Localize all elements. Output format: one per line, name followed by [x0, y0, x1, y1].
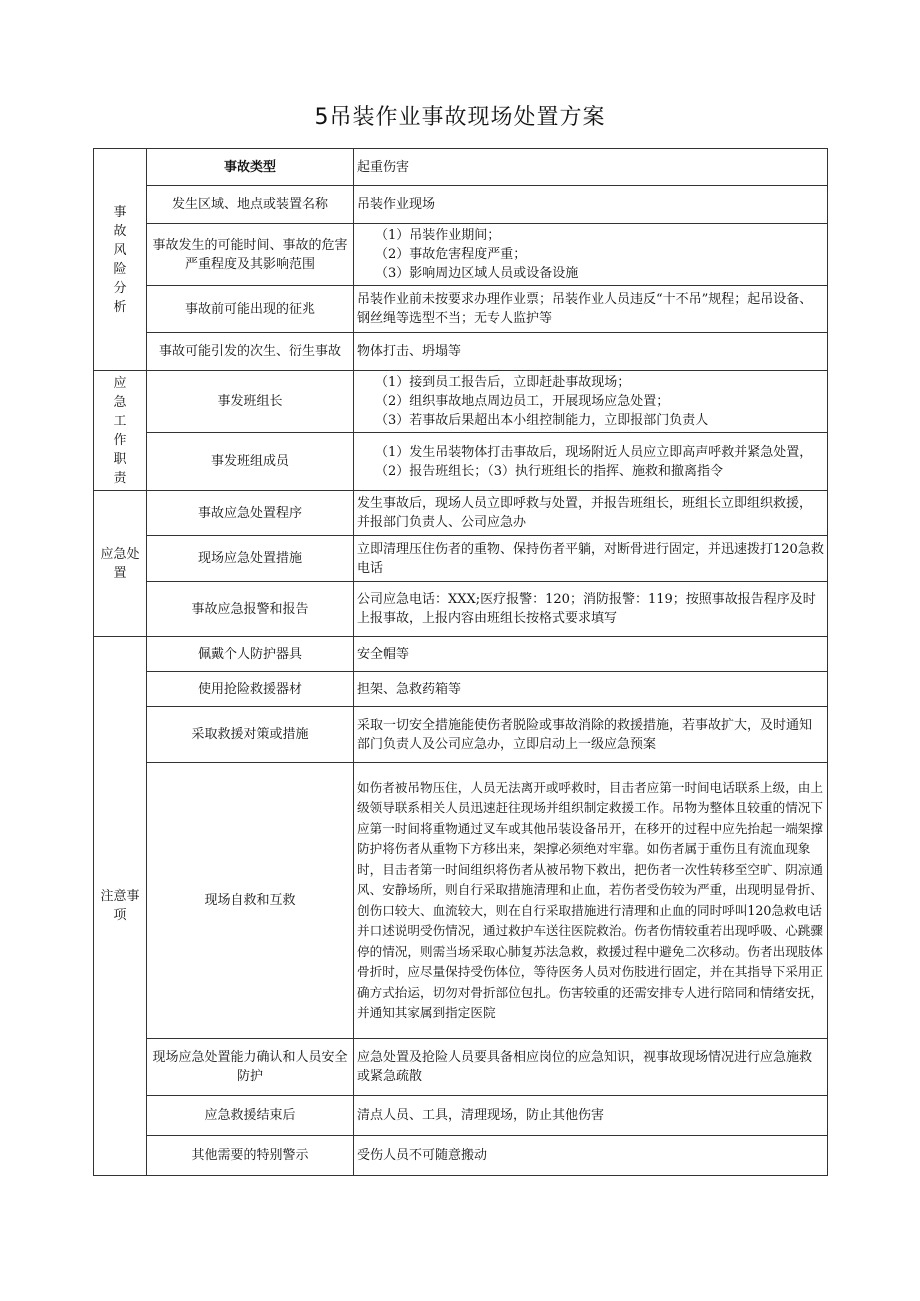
table-row [94, 491, 828, 536]
table-row [94, 286, 828, 333]
list-item: （2）报告班组长；（3）执行班组长的指挥、施救和撤离指令 [375, 463, 724, 479]
row-value-area: 吊装作业现场 [354, 186, 828, 224]
row-label-measures: 现场应急处置措施 [147, 536, 354, 582]
table-row [94, 224, 828, 286]
row-label-signs: 事故前可能出现的征兆 [147, 286, 354, 333]
row-value-timing [354, 224, 828, 286]
row-label-warning: 其他需要的特别警示 [147, 1136, 354, 1176]
row-label-timing: 事故发生的可能时间、事故的危害严重程度及其影响范围 [147, 224, 354, 286]
list-item: （2）事故危害程度严重； [375, 247, 527, 262]
table-row [94, 1096, 828, 1136]
row-value-equipment: 担架、急救药箱等 [354, 672, 828, 707]
row-label-rescue: 采取救援对策或措施 [147, 707, 354, 763]
row-label-capability: 现场应急处置能力确认和人员安全防护 [147, 1039, 354, 1096]
row-value-alarm: 公司应急电话：XXX;医疗报警：120；消防报警：119；按照事故报告程序及时上报事故，上报内容由班组长按格式要求填写 [354, 582, 828, 637]
section-emergency-disposal: 应急处置 [94, 491, 147, 637]
table-row [94, 763, 828, 1039]
row-label-equipment: 使用抢险救援器材 [147, 672, 354, 707]
table-row [94, 433, 828, 491]
table-row [94, 637, 828, 672]
row-value-procedure: 发生事故后，现场人员立即呼救与处置，并报告班组长，班组长立即组织救援，并报部门负责人、公司应急办 [354, 491, 828, 536]
table-row [94, 149, 828, 186]
row-label-end: 应急救援结束后 [147, 1096, 354, 1136]
list-item: （1）发生吊装物体打击事故后，现场附近人员应立即高声呼救并紧急处置， [375, 444, 813, 460]
list-item: （3）影响周边区域人员或设备设施 [375, 266, 579, 281]
table-row [94, 1039, 828, 1096]
row-value-team-leader [354, 371, 828, 433]
row-label-accident-type: 事故类型 [147, 149, 354, 186]
table-row [94, 333, 828, 371]
table-row [94, 186, 828, 224]
row-label-self-rescue: 现场自救和互救 [147, 763, 354, 1039]
section-notes: 注意事项 [94, 637, 147, 1176]
row-label-area: 发生区域、地点或装置名称 [147, 186, 354, 224]
section-emergency-duties: 应急工作职责 [94, 371, 147, 491]
row-value-rescue: 采取一切安全措施能使伤者脱险或事故消除的救援措施，若事故扩大，及时通知部门负责人及公司应急办，立即启动上一级应急预案 [354, 707, 828, 763]
row-value-signs: 吊装作业前未按要求办理作业票；吊装作业人员违反“十不吊”规程；起吊设备、钢丝绳等选型不当；无专人监护等 [354, 286, 828, 333]
section-risk-analysis: 事故风险分析 [94, 149, 147, 371]
table-row [94, 1136, 828, 1176]
list-item: （2）组织事故地点周边员工，开展现场应急处置； [375, 394, 670, 409]
row-label-team-leader: 事发班组长 [147, 371, 354, 433]
table-row [94, 707, 828, 763]
row-label-secondary: 事故可能引发的次生、衍生事故 [147, 333, 354, 371]
row-value-measures: 立即清理压住伤者的重物、保持伤者平躺，对断骨进行固定，并迅速拨打120急救电话 [354, 536, 828, 582]
disposal-plan-table [93, 148, 828, 1176]
table-row [94, 371, 828, 433]
row-value-team-member [354, 433, 828, 491]
row-value-self-rescue: 如伤者被吊物压住，人员无法离开或呼救时，目击者应第一时间电话联系上级，由上级领导联系相关人员迅速赶往现场并组织制定救援工作。吊物为整体且较重的情况下应第一时间将重物通过叉车或其他吊装设备吊开，在移开的过程中应先抬起一端架撑防护将伤者从重物下方移出来，架撑必须绝对牢靠。如伤者属于重伤且有流血现象时，目击者第一时间组织将伤者从被吊物下救出，把伤者一次性转移至空旷、阴凉通风、安静场所，则自行采取措施清理和止血，若伤者受伤较为严重，出现明显骨折、创伤口较大、血流较大，则在自行采取措施进行清理和止血的同时呼叫120急救电话并口述说明受伤情况，通过救护车送往医院救治。伤者伤情较重若出现呼吸、心跳骤停的情况，则需当场采取心肺复苏法急救，救援过程中避免二次移动。伤者出现肢体骨折时，应尽量保持受伤体位，等待医务人员对伤肢进行固定，并在其指导下采用正确方式抬运，切勿对骨折部位包扎。伤害较重的还需安排专人进行陪同和情绪安抚，并通知其家属到指定医院 [354, 763, 828, 1039]
list-item: （3）若事故后果超出本小组控制能力，立即报部门负责人 [375, 413, 709, 428]
row-value-accident-type: 起重伤害 [354, 149, 828, 186]
row-label-ppe: 佩戴个人防护器具 [147, 637, 354, 672]
row-label-alarm: 事故应急报警和报告 [147, 582, 354, 637]
table-row [94, 672, 828, 707]
row-value-capability: 应急处置及抢险人员要具备相应岗位的应急知识，视事故现场情况进行应急施救或紧急疏散 [354, 1039, 828, 1096]
row-value-end: 清点人员、工具，清理现场，防止其他伤害 [354, 1096, 828, 1136]
table-row [94, 582, 828, 637]
row-label-team-member: 事发班组成员 [147, 433, 354, 491]
list-item: （1）吊装作业期间； [375, 228, 501, 243]
row-label-procedure: 事故应急处置程序 [147, 491, 354, 536]
table-row [94, 536, 828, 582]
row-value-ppe: 安全帽等 [354, 637, 828, 672]
list-item: （1）接到员工报告后，立即赶赴事故现场； [375, 375, 631, 390]
page-title: 5吊装作业事故现场处置方案 [314, 105, 606, 130]
row-value-secondary: 物体打击、坍塌等 [354, 333, 828, 371]
row-value-warning: 受伤人员不可随意搬动 [354, 1136, 828, 1176]
